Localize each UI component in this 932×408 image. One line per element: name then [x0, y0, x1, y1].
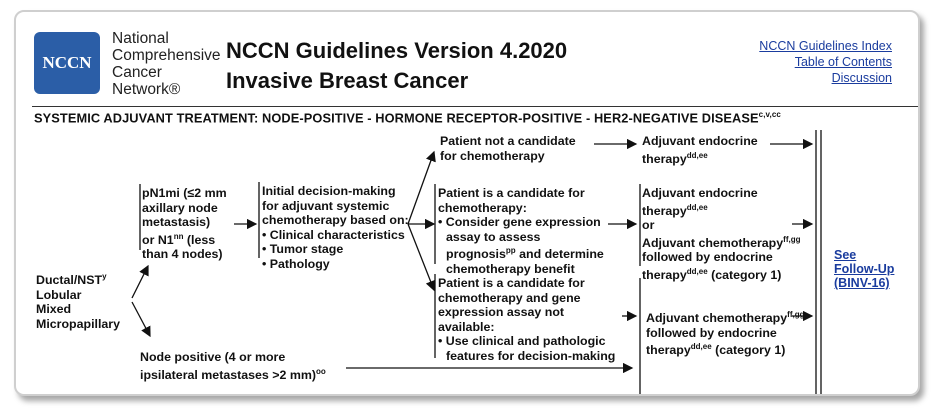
- candidate-no-assay-box: Patient is a candidate for chemotherapy and gene expression assay not available: • Use clinical and pathologic features for decision-making: [438, 276, 616, 363]
- section-title: SYSTEMIC ADJUVANT TREATMENT: NODE-POSITIVE - HORMONE RECEPTOR-POSITIVE - HER2-NEGATIVE $DISEASE^{c,v,cc}$: [34, 110, 781, 126]
- histology-item: Mixed: [36, 302, 72, 317]
- node-positive-box: Node positive (4 or more ipsilateral metastases >2 mm)$^{oo}$: [140, 350, 326, 382]
- follow-up-link[interactable]: See Follow-Up (BINV-16): [834, 248, 895, 290]
- not-candidate-box: Patient not a candidate for chemotherapy: [440, 134, 576, 163]
- discussion-link[interactable]: Discussion: [831, 71, 892, 85]
- guidelines-index-link[interactable]: NCCN Guidelines Index: [759, 39, 892, 53]
- pn1mi-box: pN1mi (≤2 mm axillary node metastasis) or $N1^{nn}$ (less than 4 nodes): [142, 186, 227, 262]
- initial-decision-box: Initial decision-making for adjuvant systemic chemotherapy based on: • Clinical characteristics • Tumor stage • Pathology: [262, 184, 409, 271]
- table-of-contents-link[interactable]: Table of Contents: [794, 55, 892, 69]
- histology-list: [36, 270, 120, 331]
- endocrine-or-chemo-box: Adjuvant endocrine therapy$^{dd,ee}$ or Adjuvant chemotherapy$^{ff,gg}$ followed by endocrine therapy$^{dd,ee}$ (category 1): [642, 186, 801, 282]
- chemo-then-endocrine-box: Adjuvant chemotherapy$^{ff,gg}$ followed by endocrine therapy$^{dd,ee}$ (category 1): [646, 310, 805, 358]
- histology-item: Lobular: [36, 287, 82, 302]
- endocrine-therapy-box: Adjuvant endocrine therapy$^{dd,ee}$: [642, 134, 758, 166]
- nccn-logo: NCCN: [34, 32, 100, 94]
- histology-item: Ductal/NST$^y$: [36, 272, 107, 288]
- page-frame: [14, 10, 920, 396]
- organization-name: National Comprehensive Cancer Network®: [112, 30, 221, 98]
- candidate-box: Patient is a candidate for chemotherapy: • Consider gene expression assay to assess prognosis$^{pp}$ and determine chemotherapy benefit: [438, 186, 604, 276]
- histology-item: Micropapillary: [36, 316, 121, 331]
- guideline-title: NCCN Guidelines Version 4.2020 Invasive Breast Cancer: [226, 38, 568, 93]
